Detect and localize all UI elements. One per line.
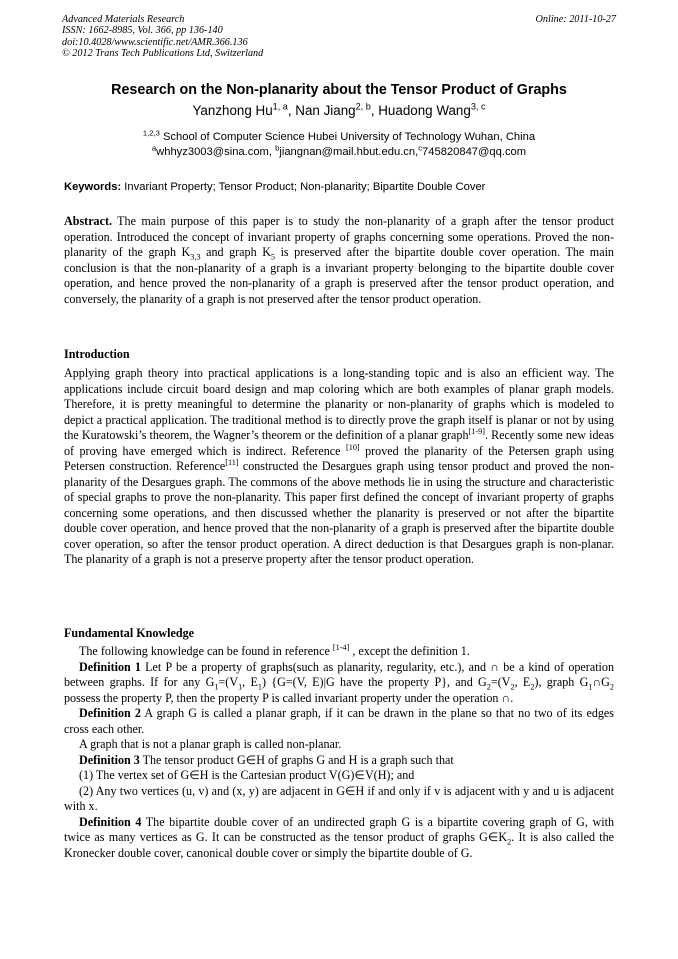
subscript: 1 bbox=[238, 682, 243, 692]
author-name: Yanzhong Hu bbox=[192, 103, 273, 118]
body-text: =(V bbox=[490, 675, 511, 689]
keywords-text: Invariant Property; Tensor Product; Non-planarity; Bipartite Double Cover bbox=[121, 181, 486, 193]
abstract-text: is preserved after the bipartite double cover operation. The main conclusion is that the non-planarity of a graph is a invariant property belonging to the bipartite double cover operation, and hence proved the non-planarity of a graph is preserved after the tensor product operation, and conversely, the planarity of a graph is not preserved after the tensor product operation. bbox=[64, 245, 614, 306]
subscript: 2 bbox=[507, 837, 512, 847]
online-date: Online: 2011-10-27 bbox=[535, 14, 616, 25]
author-name: , Nan Jiang bbox=[287, 103, 356, 118]
definition-1 bbox=[64, 660, 614, 707]
body-text: =(V bbox=[218, 675, 239, 689]
definition-3-item: (2) Any two vertices (u, v) and (x, y) are adjacent in G∈H if and only if v is adjacent with y and u is adjacent with x. bbox=[64, 783, 614, 813]
doi-line: doi:10.4028/www.scientific.net/AMR.366.136 bbox=[62, 36, 248, 48]
body-text: ) {G=(V, E)|G have the property P}, and G bbox=[261, 675, 487, 689]
body-text: , E bbox=[514, 675, 531, 689]
fundamental-body bbox=[64, 644, 614, 861]
paragraph: A graph that is not a planar graph is called non-planar. bbox=[79, 737, 342, 751]
subscript: 5 bbox=[270, 252, 276, 262]
body-text: , E bbox=[242, 675, 258, 689]
copyright-line: © 2012 Trans Tech Publications Ltd, Switzerland bbox=[62, 47, 264, 59]
author-emails bbox=[40, 143, 638, 158]
subscript: 3,3 bbox=[190, 252, 201, 262]
abstract bbox=[64, 214, 614, 307]
author-list bbox=[40, 103, 638, 118]
email-link[interactable]: whhyz3003@sina.com, bbox=[156, 146, 276, 158]
affiliation-text: School of Computer Science Hubei University of Technology Wuhan, China bbox=[159, 131, 536, 143]
affiliation-superscript: 1,2,3 bbox=[142, 128, 160, 138]
definition-label: Definition 1 bbox=[79, 659, 141, 674]
issn-line: ISSN: 1662-8985, Vol. 366, pp 136-140 bbox=[62, 25, 223, 37]
citation-link[interactable]: [1-9] bbox=[468, 426, 485, 436]
body-text: . Recently some new ideas of proving have emerged which is indirect. Reference bbox=[64, 428, 614, 458]
subscript: 2 bbox=[530, 682, 535, 692]
definition-4 bbox=[64, 815, 614, 862]
subscript: 1 bbox=[257, 682, 262, 692]
author-superscript: 1, a bbox=[272, 101, 288, 112]
introduction-body bbox=[64, 366, 614, 568]
section-heading-fundamental: Fundamental Knowledge bbox=[64, 626, 195, 640]
subscript: 2 bbox=[510, 682, 515, 692]
email-superscript: b bbox=[275, 143, 280, 153]
email-superscript: c bbox=[418, 143, 423, 153]
email-superscript: a bbox=[151, 143, 157, 153]
definition-3-item: (1) The vertex set of G∈H is the Cartesian product V(G)∈V(H); and bbox=[79, 768, 415, 782]
subscript: 2 bbox=[486, 682, 491, 692]
keywords-label: Keywords: bbox=[64, 181, 122, 193]
section-heading-introduction: Introduction bbox=[64, 347, 130, 361]
definition-3 bbox=[64, 753, 614, 769]
author-superscript: 2, b bbox=[355, 101, 371, 112]
subscript: 1 bbox=[588, 682, 593, 692]
abstract-label: Abstract. bbox=[64, 214, 113, 228]
journal-header bbox=[62, 14, 616, 59]
subscript: 2 bbox=[609, 682, 615, 692]
body-text: . It is also called the Kronecker double cover, canonical double cover or simply the bipartite double of G. bbox=[64, 830, 614, 860]
affiliation bbox=[40, 128, 638, 143]
body-text: The bipartite double cover of an undirected graph G is a bipartite covering graph of G, with twice as many vertices as G. It can be constructed as the tensor product of graphs G∈K bbox=[64, 814, 614, 844]
definition-2 bbox=[64, 706, 614, 737]
author-superscript: 3, c bbox=[470, 101, 486, 112]
body-text: The tensor product G∈H of graphs G and H is a graph such that bbox=[139, 752, 454, 767]
body-text: possess the property P, then the property P is called invariant property under the operation ∩. bbox=[64, 690, 514, 705]
body-text: Applying graph theory into practical applications is a long-standing topic and is also an efficient way. The applications include circuit board design and map coloring which are both examples of planar graph models. Therefore, it is pretty meaningful to determine the planarity or non-planarity of graphs which is modeled to depict a practical application. The traditional method is to directly prove the graph itself is planar or not by using the Kuratowski’s theorem, the Wagner’s theorem or the definition of a planar graph bbox=[64, 366, 614, 442]
body-text: Let P be a property of graphs(such as planarity, regularity, etc.), and ∩ be a kind of operation between graphs. If for any G bbox=[64, 659, 615, 689]
email-link[interactable]: jiangnan@mail.hbut.edu.cn, bbox=[279, 146, 419, 158]
body-text: The following knowledge can be found in reference bbox=[79, 644, 333, 658]
abstract-text: The main purpose of this paper is to study the non-planarity of a graph after the tensor product operation. Introduced the concept of invariant property of graphs concerning some operations. Proved the non-planarity of the graph K bbox=[64, 214, 614, 259]
subscript: 1 bbox=[214, 682, 219, 692]
definition-label: Definition 3 bbox=[79, 752, 140, 767]
body-text: proved the planarity of the Petersen graph using Petersen construction. Reference bbox=[64, 443, 615, 473]
body-text: ), graph G bbox=[534, 675, 589, 689]
abstract-text: and graph K bbox=[200, 245, 271, 259]
body-text: ∩G bbox=[592, 675, 610, 689]
paper-title: Research on the Non-planarity about the Tensor Product of Graphs bbox=[111, 82, 567, 98]
paragraph bbox=[64, 644, 614, 660]
citation-link[interactable]: [10] bbox=[345, 442, 360, 452]
citation-link[interactable]: [1-4] bbox=[332, 642, 350, 652]
body-text: constructed the Desargues graph using tensor product and proved the non-planarity of the Desargues graph. The commons of the above methods lie in using the structure and characteristic of special graphs to prove the non-planarity. This paper first defined the concept of invariant property of graphs concerning some operations, and then discussed whether the planarity is preserved or not after the bipartite double cover operation, and hence proved that the non-planarity of a graph is preserved after the bipartite double cover operation, so after the tensor product operation. A direct deduction is that Desargues graph is non-planar. The planarity of a graph is not a preserve property after the tensor product operation. bbox=[64, 459, 614, 566]
citation-link[interactable]: [11] bbox=[225, 457, 239, 467]
author-name: , Huadong Wang bbox=[370, 103, 471, 118]
body-text: A graph G is called a planar graph, if it can be drawn in the plane so that no two of its edges cross each other. bbox=[64, 706, 614, 736]
keywords bbox=[64, 181, 616, 193]
body-text: , except the definition 1. bbox=[349, 644, 470, 658]
email-link[interactable]: 745820847@qq.com bbox=[422, 146, 527, 158]
definition-label: Definition 2 bbox=[79, 706, 141, 720]
definition-label: Definition 4 bbox=[79, 814, 142, 829]
journal-name: Advanced Materials Research bbox=[62, 14, 185, 25]
